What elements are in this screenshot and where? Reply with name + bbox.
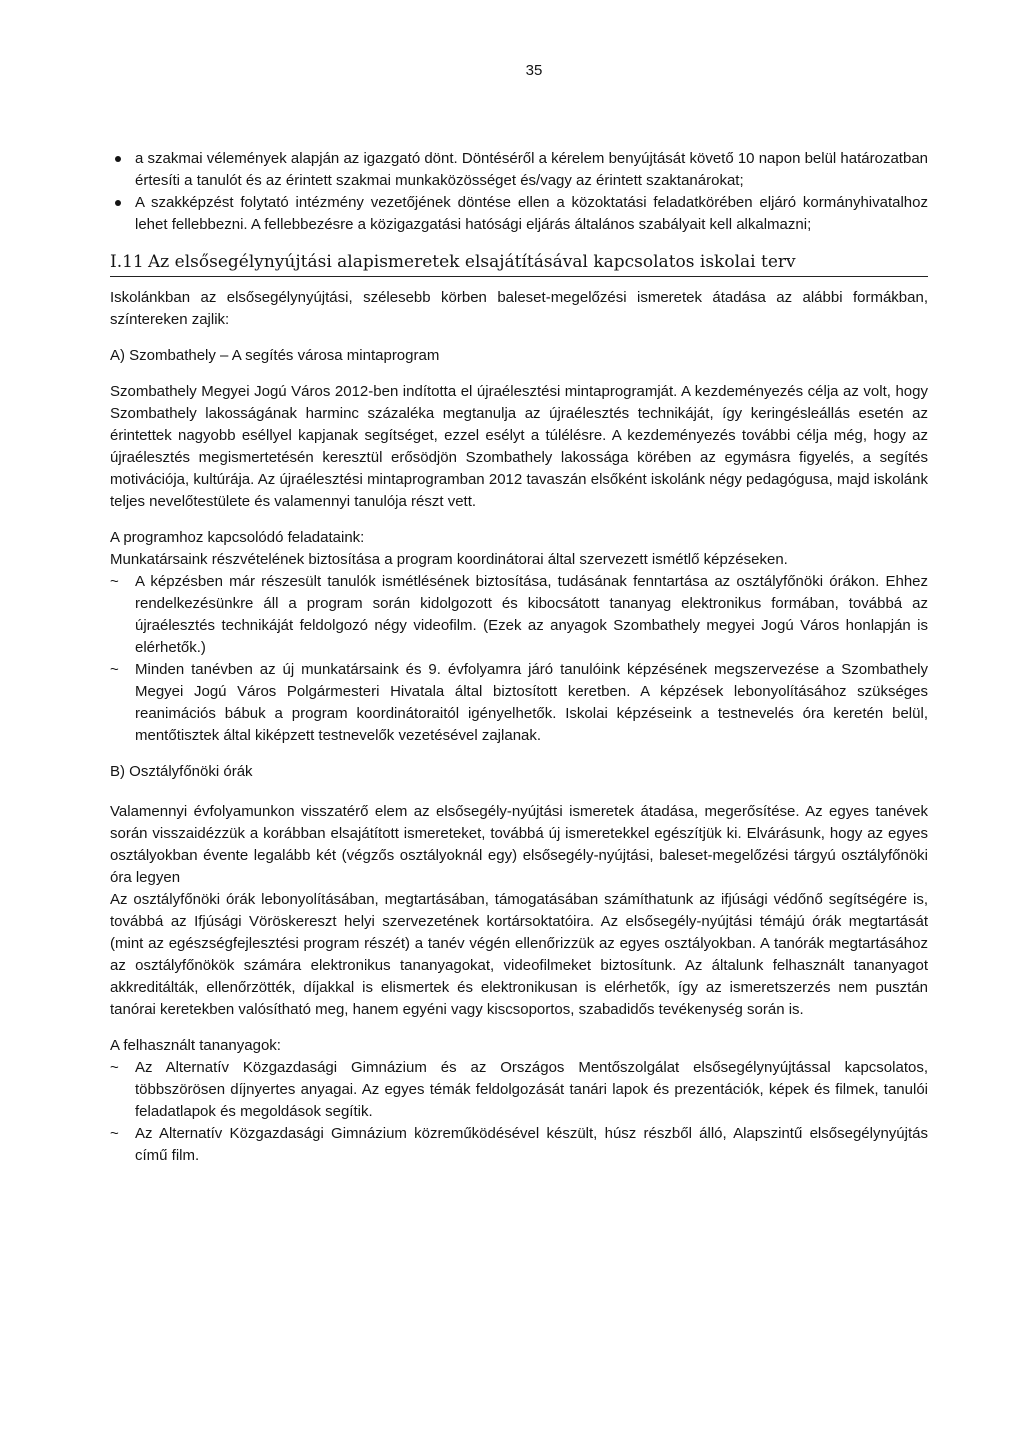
list-item bbox=[110, 1057, 928, 1123]
part-b-paragraph-1: Valamennyi évfolyamunkon visszatérő elem az elsősegély-nyújtási ismeretek átadása, megerősítése. Az egyes tanévek során visszaidézzük a korábban elsajátított ismereteket, továbbá új ismeretekkel egészítjük ki. Elvárásunk, hogy az egyes osztályokban évente legalább két (végzős osztályoknál egy) elsősegély-nyújtási, baleset-megelőzési tárgyú osztályfőnöki óra legyen bbox=[110, 803, 928, 886]
intro-bullet-list bbox=[110, 148, 928, 236]
tasks-heading: A programhoz kapcsolódó feladataink: bbox=[110, 529, 365, 546]
page-content bbox=[110, 148, 928, 1167]
intro-paragraph: Iskolánkban az elsősegélynyújtási, szélesebb körben baleset-megelőzési ismeretek átadása az alábbi formákban, színtereken zajlik: bbox=[110, 289, 928, 328]
part-b-paragraph-2: Az osztályfőnöki órák lebonyolításában, megtartásában, támogatásában számíthatunk az ifjúsági védőnő segítségére is, továbbá az Ifjúsági Vöröskereszt helyi szervezetének kortársoktatóira. Az elsősegély-nyújtási témájú órák megtartását (mint az egészségfejlesztési program részét) a tanév végén ellenőrizzük az egyes osztályokban. A tanórák megtartásához az osztályfőnökök számára elektronikus tananyagokat, videofilmeket biztosítunk. Az általunk felhasznált tananyagot akkreditálták, ellenőrzötték, díjakkal is elismertek és elektronikusan is elérhetők, így az ismeretszerzés nem pusztán tanórai keretekben valósítható meg, hanem egyéni vagy kiscsoportos, szabadidős tevékenység során is. bbox=[110, 891, 928, 1018]
list-item-text: A képzésben már részesült tanulók ismétlésének biztosítása, tudásának fenntartása az osztályfőnöki órákon. Ehhez rendelkezésünkre áll a program során kidolgozott és kibocsátott tananyag elektronikus formában, továbbá az újraélesztés technikáját feldolgozó négy videofilm. (Ezek az anyagok Szombathely megyei Jogú Város honlapján is elérhetők.) bbox=[135, 573, 928, 656]
tilde-marker: ~ bbox=[110, 573, 119, 590]
part-b-heading: B) Osztályfőnöki órák bbox=[110, 763, 253, 780]
tilde-marker: ~ bbox=[110, 1059, 119, 1076]
part-a-heading: A) Szombathely – A segítés városa mintaprogram bbox=[110, 347, 440, 364]
section-heading bbox=[110, 250, 928, 277]
materials-list bbox=[110, 1057, 928, 1167]
tasks-list bbox=[110, 571, 928, 747]
list-item bbox=[110, 571, 928, 659]
tilde-marker: ~ bbox=[110, 1125, 119, 1142]
section-title: Az elsősegélynyújtási alapismeretek elsajátításával kapcsolatos iskolai terv bbox=[148, 252, 796, 272]
list-item bbox=[110, 659, 928, 747]
list-item: A szakképzést folytató intézmény vezetőjének döntése ellen a közoktatási feladatkörében eljáró kormányhivatalhoz lehet fellebbezni. A fellebbezésre a közigazgatási hatósági eljárás általános szabályait kell alkalmazni; bbox=[110, 192, 928, 236]
page-number: 35 bbox=[525, 62, 543, 79]
tasks-line: Munkatársaink részvételének biztosítása a program koordinátorai által szervezett ismétlő képzéseken. bbox=[110, 551, 788, 568]
list-item bbox=[110, 1123, 928, 1167]
list-item: a szakmai vélemények alapján az igazgató dönt. Döntéséről a kérelem benyújtását követő 10 napon belül határozatban értesíti a tanulót és az érintett szakmai munkaközösséget és/vagy az érintett szaktanárokat; bbox=[110, 148, 928, 192]
list-item-text: Minden tanévben az új munkatársaink és 9. évfolyamra járó tanulóink képzésének megszervezése a Szombathely Megyei Jogú Város Polgármesteri Hivatala által biztosított keretben. A képzések lebonyolításához szükséges reanimációs bábuk a program koordinátoraitól igényelhetők. Iskolai képzéseink a testnevelés óra keretén belül, mentőtisztek által kiképzett testnevelők vezetésével zajlanak. bbox=[135, 661, 928, 744]
list-item-text: Az Alternatív Közgazdasági Gimnázium közreműködésével készült, húsz részből álló, Alapszintű elsősegélynyújtás című film. bbox=[135, 1125, 928, 1164]
materials-heading: A felhasznált tananyagok: bbox=[110, 1037, 281, 1054]
section-number: I.11 bbox=[110, 252, 144, 272]
list-item-text: Az Alternatív Közgazdasági Gimnázium és az Országos Mentőszolgálat elsősegélynyújtással kapcsolatos, többszörösen díjnyertes anyagai. Az egyes témák feldolgozását tanári lapok és prezentációk, képek és filmek, tanulói feladatlapok és megoldások segítik. bbox=[135, 1059, 928, 1120]
tilde-marker: ~ bbox=[110, 661, 119, 678]
part-a-paragraph: Szombathely Megyei Jogú Város 2012-ben indította el újraélesztési mintaprogramját. A kezdeményezés célja az volt, hogy Szombathely lakosságának harminc százaléka megtanulja az újraélesztés technikáját, így keringésleállás esetén az érintettek nagyobb eséllyel kapjanak segítséget, ezzel esélyt a túlélésre. A kezdeményezés további célja még, hogy az újraélesztés megismertetésén keresztül erősödjön Szombathely lakossága körében az egymásra figyelés, a segítés motivációja, kultúrája. Az újraélesztési mintaprogramban 2012 tavaszán elsőként iskolánk négy pedagógusa, majd iskolánk teljes nevelőtestülete és valamennyi tanulója részt vett. bbox=[110, 383, 928, 510]
